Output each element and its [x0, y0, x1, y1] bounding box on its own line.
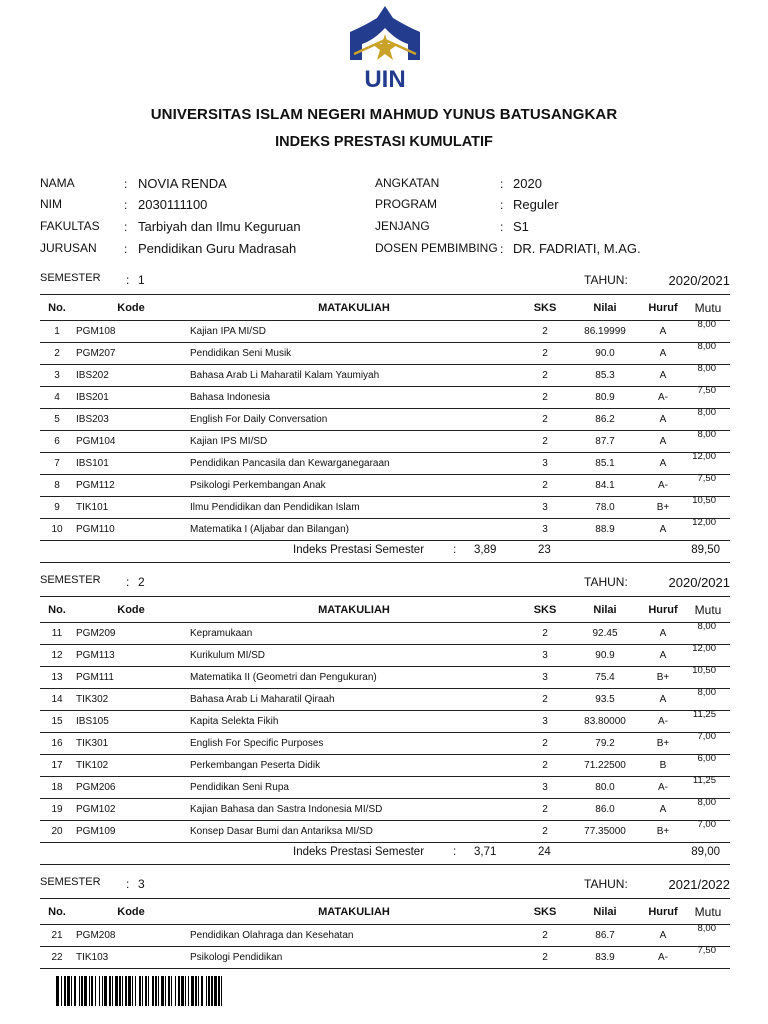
cell-kode: PGM113 [74, 645, 188, 667]
cell-kode: IBS105 [74, 711, 188, 733]
cell-mutu [686, 711, 730, 733]
cell-mutu [686, 925, 730, 947]
cell-mutu [686, 947, 730, 969]
cell-matakuliah: Bahasa Indonesia [188, 387, 520, 409]
cell-matakuliah: Kepramukaan [188, 623, 520, 645]
cell-mutu-value: 7,00 [697, 731, 716, 742]
cell-nilai: 90.9 [570, 645, 640, 667]
info-colon: : [124, 177, 128, 191]
cell-no: 11 [40, 623, 74, 645]
cell-mutu [686, 497, 730, 519]
semester-number: 3 [138, 877, 145, 891]
cell-mutu-value: 11,25 [692, 709, 716, 720]
cell-no: 4 [40, 387, 74, 409]
cell-matakuliah: Pendidikan Seni Musik [188, 343, 520, 365]
semester-number: 2 [138, 575, 145, 589]
cell-nilai: 85.3 [570, 365, 640, 387]
table-header-row [40, 295, 730, 321]
cell-sks: 2 [520, 947, 570, 969]
cell-matakuliah: Kajian Bahasa dan Sastra Indonesia MI/SD [188, 799, 520, 821]
cell-kode: PGM104 [74, 431, 188, 453]
table-row [40, 755, 730, 777]
cell-matakuliah: Matematika I (Aljabar dan Bilangan) [188, 519, 520, 541]
tahun-label: TAHUN: [584, 273, 628, 287]
cell-matakuliah: Bahasa Arab Li Maharatil Qiraah [188, 689, 520, 711]
cell-mutu [686, 645, 730, 667]
cell-no: 15 [40, 711, 74, 733]
course-table [40, 294, 730, 541]
semester-colon: : [126, 877, 130, 891]
table-row [40, 453, 730, 475]
cell-mutu [686, 365, 730, 387]
cell-nilai: 77.35000 [570, 821, 640, 843]
cell-nilai: 79.2 [570, 733, 640, 755]
info-value: Reguler [513, 197, 559, 212]
table-row [40, 799, 730, 821]
ips-label: Indeks Prestasi Semester [293, 544, 425, 556]
semester-block [40, 574, 730, 865]
cell-mutu-value: 7,50 [697, 945, 716, 956]
cell-sks: 2 [520, 365, 570, 387]
ips-label: Indeks Prestasi Semester [293, 846, 425, 858]
cell-huruf: A- [640, 947, 686, 969]
cell-no: 14 [40, 689, 74, 711]
cell-mutu-value: 6,00 [697, 753, 716, 764]
cell-mutu-value: 8,00 [697, 407, 716, 418]
info-colon: : [124, 242, 128, 256]
logo-lettering: UIN [364, 66, 406, 90]
cell-no: 17 [40, 755, 74, 777]
cell-kode: PGM209 [74, 623, 188, 645]
cell-mutu [686, 777, 730, 799]
info-value: S1 [513, 219, 529, 234]
cell-mutu-value: 11,25 [692, 775, 716, 786]
info-label: FAKULTAS [40, 219, 100, 233]
cell-sks: 2 [520, 321, 570, 343]
cell-huruf: A [640, 365, 686, 387]
cell-mutu [686, 689, 730, 711]
cell-huruf: A [640, 623, 686, 645]
barcode-bar [222, 976, 224, 1006]
cell-mutu [686, 387, 730, 409]
semester-header [40, 272, 730, 294]
col-kode: Kode [74, 295, 188, 321]
cell-nilai: 86.7 [570, 925, 640, 947]
cell-mutu-value: 7,50 [697, 385, 716, 396]
cell-mutu-value: 8,00 [697, 319, 716, 330]
cell-kode: TIK102 [74, 755, 188, 777]
cell-huruf: B+ [640, 667, 686, 689]
cell-no: 8 [40, 475, 74, 497]
cell-matakuliah: Psikologi Perkembangan Anak [188, 475, 520, 497]
cell-mutu-value: 8,00 [697, 687, 716, 698]
cell-mutu [686, 821, 730, 843]
table-row [40, 409, 730, 431]
cell-matakuliah: Pendidikan Seni Rupa [188, 777, 520, 799]
cell-sks: 2 [520, 799, 570, 821]
table-row [40, 711, 730, 733]
ips-colon: : [453, 544, 457, 556]
cell-mutu [686, 623, 730, 645]
info-label: JENJANG [375, 219, 430, 233]
cell-no: 16 [40, 733, 74, 755]
cell-matakuliah: English For Daily Conversation [188, 409, 520, 431]
info-colon: : [500, 198, 504, 212]
col-sks: SKS [520, 295, 570, 321]
table-row [40, 321, 730, 343]
info-label: ANGKATAN [375, 176, 440, 190]
col-mutu: Mutu [686, 597, 730, 623]
cell-sks: 3 [520, 667, 570, 689]
cell-matakuliah: Perkembangan Peserta Didik [188, 755, 520, 777]
cell-matakuliah: Bahasa Arab Li Maharatil Kalam Yaumiyah [188, 365, 520, 387]
cell-no: 7 [40, 453, 74, 475]
cell-matakuliah: Kurikulum MI/SD [188, 645, 520, 667]
cell-mutu [686, 431, 730, 453]
cell-mutu-value: 12,00 [692, 451, 716, 462]
col-sks: SKS [520, 597, 570, 623]
col-matakuliah: MATAKULIAH [188, 597, 520, 623]
info-colon: : [124, 198, 128, 212]
cell-sks: 2 [520, 623, 570, 645]
cell-matakuliah: Pendidikan Pancasila dan Kewarganegaraan [188, 453, 520, 475]
cell-matakuliah: English For Specific Purposes [188, 733, 520, 755]
col-no: No. [40, 597, 74, 623]
cell-nilai: 75.4 [570, 667, 640, 689]
cell-kode: PGM109 [74, 821, 188, 843]
cell-mutu [686, 667, 730, 689]
cell-mutu-value: 7,50 [697, 473, 716, 484]
document-title: INDEKS PRESTASI KUMULATIF [275, 134, 493, 150]
semester-block [40, 876, 730, 969]
info-label: JURUSAN [40, 241, 97, 255]
cell-huruf: A- [640, 475, 686, 497]
semester-number: 1 [138, 273, 145, 287]
cell-nilai: 71.22500 [570, 755, 640, 777]
info-colon: : [124, 220, 128, 234]
col-nilai: Nilai [570, 295, 640, 321]
col-nilai: Nilai [570, 597, 640, 623]
semester-colon: : [126, 575, 130, 589]
col-huruf: Huruf [640, 295, 686, 321]
cell-nilai: 87.7 [570, 431, 640, 453]
table-row [40, 925, 730, 947]
cell-mutu [686, 799, 730, 821]
cell-matakuliah: Psikologi Pendidikan [188, 947, 520, 969]
cell-kode: PGM111 [74, 667, 188, 689]
cell-huruf: B+ [640, 821, 686, 843]
semester-label: SEMESTER [40, 272, 101, 284]
tahun-value: 2020/2021 [668, 273, 730, 288]
ips-row [40, 843, 730, 865]
cell-sks: 3 [520, 497, 570, 519]
col-huruf: Huruf [640, 597, 686, 623]
cell-no: 19 [40, 799, 74, 821]
table-row [40, 497, 730, 519]
info-value: Pendidikan Guru Madrasah [138, 241, 297, 256]
cell-sks: 2 [520, 733, 570, 755]
info-colon: : [500, 220, 504, 234]
table-row [40, 519, 730, 541]
cell-huruf: A [640, 519, 686, 541]
semester-label: SEMESTER [40, 876, 101, 888]
cell-huruf: A [640, 925, 686, 947]
table-row [40, 947, 730, 969]
table-row [40, 431, 730, 453]
table-row [40, 623, 730, 645]
cell-no: 20 [40, 821, 74, 843]
cell-kode: TIK302 [74, 689, 188, 711]
cell-no: 6 [40, 431, 74, 453]
table-row [40, 387, 730, 409]
ips-total-mutu: 89,50 [691, 544, 720, 556]
table-row [40, 365, 730, 387]
cell-nilai: 80.9 [570, 387, 640, 409]
cell-matakuliah: Pendidikan Olahraga dan Kesehatan [188, 925, 520, 947]
info-value: NOVIA RENDA [138, 176, 227, 191]
cell-sks: 2 [520, 925, 570, 947]
cell-matakuliah: Kajian IPA MI/SD [188, 321, 520, 343]
cell-nilai: 86.2 [570, 409, 640, 431]
cell-huruf: A [640, 453, 686, 475]
info-value: DR. FADRIATI, M.AG. [513, 241, 641, 256]
cell-huruf: B+ [640, 733, 686, 755]
info-label: NIM [40, 197, 62, 211]
cell-mutu-value: 8,00 [697, 363, 716, 374]
university-logo [344, 4, 426, 90]
cell-kode: PGM110 [74, 519, 188, 541]
cell-nilai: 80.0 [570, 777, 640, 799]
cell-no: 22 [40, 947, 74, 969]
cell-huruf: B+ [640, 497, 686, 519]
semester-block [40, 272, 730, 563]
cell-no: 9 [40, 497, 74, 519]
cell-nilai: 84.1 [570, 475, 640, 497]
cell-no: 18 [40, 777, 74, 799]
course-table [40, 596, 730, 843]
table-row [40, 689, 730, 711]
table-row [40, 777, 730, 799]
cell-kode: PGM112 [74, 475, 188, 497]
cell-no: 2 [40, 343, 74, 365]
ips-value: 3,89 [474, 544, 497, 556]
col-sks: SKS [520, 899, 570, 925]
cell-mutu [686, 343, 730, 365]
cell-mutu [686, 475, 730, 497]
cell-kode: PGM207 [74, 343, 188, 365]
cell-huruf: A [640, 431, 686, 453]
ips-colon: : [453, 846, 457, 858]
cell-matakuliah: Kapita Selekta Fikih [188, 711, 520, 733]
semester-header [40, 574, 730, 596]
cell-kode: TIK101 [74, 497, 188, 519]
cell-huruf: A [640, 409, 686, 431]
info-value: Tarbiyah dan Ilmu Keguruan [138, 219, 301, 234]
cell-sks: 2 [520, 431, 570, 453]
cell-nilai: 93.5 [570, 689, 640, 711]
cell-nilai: 85.1 [570, 453, 640, 475]
col-matakuliah: MATAKULIAH [188, 295, 520, 321]
cell-mutu-value: 12,00 [692, 517, 716, 528]
cell-sks: 3 [520, 519, 570, 541]
cell-no: 3 [40, 365, 74, 387]
info-value: 2030111100 [138, 197, 208, 212]
cell-matakuliah: Konsep Dasar Bumi dan Antariksa MI/SD [188, 821, 520, 843]
info-colon: : [500, 177, 504, 191]
semester-colon: : [126, 273, 130, 287]
cell-no: 10 [40, 519, 74, 541]
cell-mutu [686, 755, 730, 777]
col-nilai: Nilai [570, 899, 640, 925]
cell-kode: PGM208 [74, 925, 188, 947]
cell-kode: TIK103 [74, 947, 188, 969]
table-row [40, 645, 730, 667]
col-kode: Kode [74, 899, 188, 925]
cell-huruf: A [640, 321, 686, 343]
cell-matakuliah: Ilmu Pendidikan dan Pendidikan Islam [188, 497, 520, 519]
tahun-value: 2020/2021 [668, 575, 730, 590]
cell-sks: 2 [520, 387, 570, 409]
cell-kode: TIK301 [74, 733, 188, 755]
cell-mutu-value: 8,00 [697, 621, 716, 632]
cell-mutu-value: 8,00 [697, 429, 716, 440]
cell-mutu [686, 519, 730, 541]
cell-huruf: A [640, 645, 686, 667]
table-header-row [40, 597, 730, 623]
table-row [40, 343, 730, 365]
col-mutu: Mutu [686, 899, 730, 925]
cell-sks: 2 [520, 821, 570, 843]
col-huruf: Huruf [640, 899, 686, 925]
cell-matakuliah: Matematika II (Geometri dan Pengukuran) [188, 667, 520, 689]
cell-mutu-value: 8,00 [697, 341, 716, 352]
ips-total-sks: 23 [538, 544, 551, 556]
col-mutu: Mutu [686, 295, 730, 321]
cell-mutu-value: 8,00 [697, 923, 716, 934]
cell-nilai: 86.19999 [570, 321, 640, 343]
col-matakuliah: MATAKULIAH [188, 899, 520, 925]
cell-nilai: 90.0 [570, 343, 640, 365]
cell-nilai: 86.0 [570, 799, 640, 821]
info-label: DOSEN PEMBIMBING [375, 241, 498, 255]
barcode [56, 976, 410, 1006]
tahun-label: TAHUN: [584, 877, 628, 891]
cell-mutu-value: 8,00 [697, 797, 716, 808]
cell-kode: PGM102 [74, 799, 188, 821]
cell-sks: 2 [520, 689, 570, 711]
tahun-label: TAHUN: [584, 575, 628, 589]
table-header-row [40, 899, 730, 925]
cell-nilai: 83.80000 [570, 711, 640, 733]
cell-kode: IBS202 [74, 365, 188, 387]
cell-nilai: 92.45 [570, 623, 640, 645]
course-table [40, 898, 730, 969]
cell-mutu-value: 10,50 [692, 495, 716, 506]
tahun-value: 2021/2022 [668, 877, 730, 892]
cell-huruf: B [640, 755, 686, 777]
info-label: NAMA [40, 176, 75, 190]
semester-label: SEMESTER [40, 574, 101, 586]
cell-nilai: 88.9 [570, 519, 640, 541]
table-row [40, 821, 730, 843]
info-value: 2020 [513, 176, 542, 191]
semester-header [40, 876, 730, 898]
cell-sks: 2 [520, 475, 570, 497]
cell-kode: IBS101 [74, 453, 188, 475]
cell-no: 13 [40, 667, 74, 689]
cell-kode: PGM108 [74, 321, 188, 343]
cell-no: 12 [40, 645, 74, 667]
cell-nilai: 78.0 [570, 497, 640, 519]
cell-no: 5 [40, 409, 74, 431]
logo-star [372, 34, 398, 60]
col-no: No. [40, 295, 74, 321]
ips-row [40, 541, 730, 563]
ips-total-mutu: 89,00 [691, 846, 720, 858]
table-row [40, 475, 730, 497]
cell-mutu [686, 409, 730, 431]
cell-mutu [686, 321, 730, 343]
cell-huruf: A- [640, 777, 686, 799]
cell-huruf: A [640, 799, 686, 821]
cell-huruf: A [640, 689, 686, 711]
cell-matakuliah: Kajian IPS MI/SD [188, 431, 520, 453]
cell-sks: 3 [520, 453, 570, 475]
cell-kode: PGM206 [74, 777, 188, 799]
ips-value: 3,71 [474, 846, 497, 858]
cell-sks: 2 [520, 755, 570, 777]
cell-huruf: A- [640, 387, 686, 409]
cell-huruf: A [640, 343, 686, 365]
cell-mutu-value: 7,00 [697, 819, 716, 830]
cell-kode: IBS203 [74, 409, 188, 431]
col-no: No. [40, 899, 74, 925]
cell-nilai: 83.9 [570, 947, 640, 969]
ips-total-sks: 24 [538, 846, 551, 858]
cell-mutu-value: 10,50 [692, 665, 716, 676]
cell-sks: 3 [520, 645, 570, 667]
cell-mutu [686, 733, 730, 755]
table-row [40, 667, 730, 689]
cell-huruf: A- [640, 711, 686, 733]
cell-no: 21 [40, 925, 74, 947]
cell-sks: 2 [520, 343, 570, 365]
col-kode: Kode [74, 597, 188, 623]
cell-no: 1 [40, 321, 74, 343]
cell-mutu [686, 453, 730, 475]
cell-sks: 3 [520, 777, 570, 799]
info-colon: : [500, 242, 504, 256]
university-name: UNIVERSITAS ISLAM NEGERI MAHMUD YUNUS BATUSANGKAR [150, 106, 618, 123]
cell-kode: IBS201 [74, 387, 188, 409]
cell-sks: 3 [520, 711, 570, 733]
cell-sks: 2 [520, 409, 570, 431]
cell-mutu-value: 12,00 [692, 643, 716, 654]
table-row [40, 733, 730, 755]
info-label: PROGRAM [375, 197, 438, 211]
